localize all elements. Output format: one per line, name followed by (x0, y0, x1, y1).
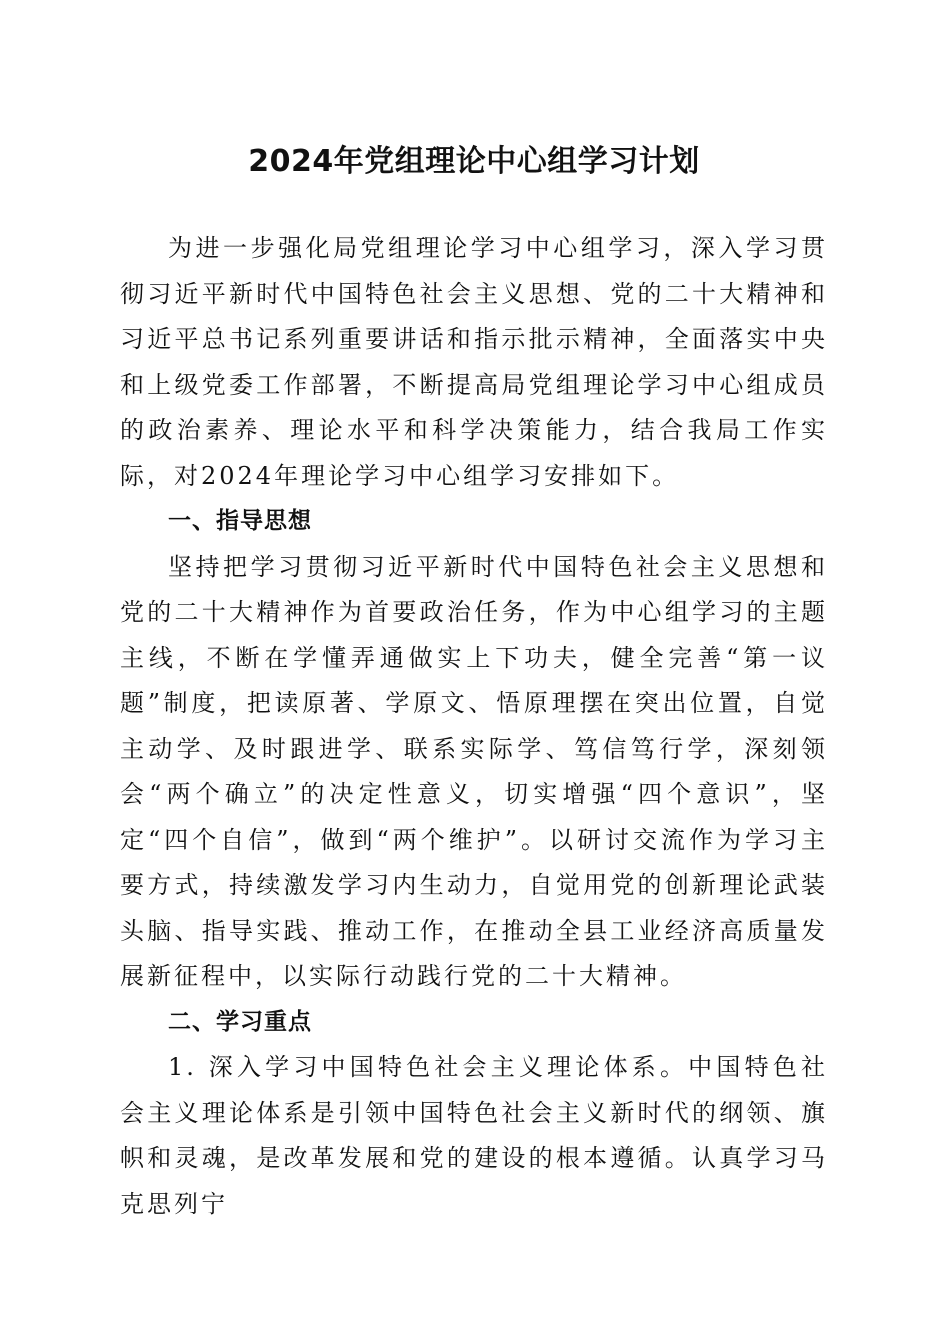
document-title: 2024年党组理论中心组学习计划 (248, 144, 700, 179)
section-paragraph-guiding-ideology: 坚持把学习贯彻习近平新时代中国特色社会主义思想和党的二十大精神作为首要政治任务，作为中心组学习的主题主线，不断在学懂弄通做实上下功夫，健全完善“第一议题”制度，把读原著、学原文、悟原理摆在突出位置，自觉主动学、及时跟进学、联系实际学、笃信笃行学，深刻领会“两个确立”的决定性意义，切实增强“四个意识”，坚定“四个自信”，做到“两个维护”。以研讨交流作为学习主要方式，持续激发学习内生动力，自觉用党的创新理论武装头脑、指导实践、推动工作，在推动全县工业经济高质量发展新征程中，以实际行动践行党的二十大精神。 (120, 552, 828, 990)
intro-paragraph: 为进一步强化局党组理论学习中心组学习，深入学习贯彻习近平新时代中国特色社会主义思想、党的二十大精神和习近平总书记系列重要讲话和指示批示精神，全面落实中央和上级党委工作部署，不断提高局党组理论学习中心组成员的政治素养、理论水平和科学决策能力，结合我局工作实际，对2024年理论学习中心组学习安排如下。 (120, 234, 828, 490)
section-paragraph-study-focus: 1. 深入学习中国特色社会主义理论体系。中国特色社会主义理论体系是引领中国特色社会主义新时代的纲领、旗帜和灵魂，是改革发展和党的建设的根本遵循。认真学习马克思列宁 (120, 1053, 828, 1218)
section-heading-guiding-ideology: 一、指导思想 (168, 508, 312, 534)
document-body (120, 226, 828, 1227)
section-heading-study-focus: 二、学习重点 (168, 1008, 312, 1035)
